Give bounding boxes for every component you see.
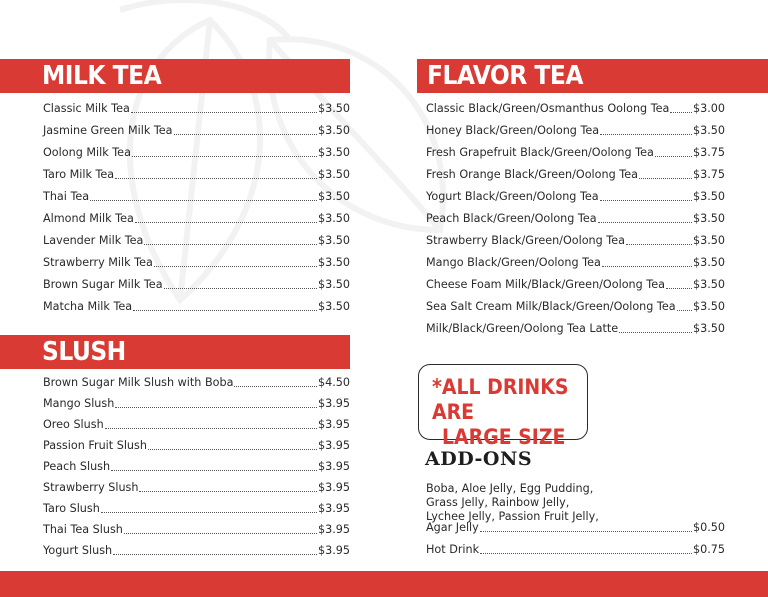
menu-item bbox=[43, 274, 350, 296]
item-name: Sea Salt Cream Milk/Black/Green/Oolong Tea bbox=[426, 300, 676, 313]
menu-item bbox=[43, 230, 350, 252]
menu-item bbox=[43, 498, 350, 519]
menu-item bbox=[426, 98, 725, 120]
item-name: Yogurt Black/Green/Oolong Tea bbox=[426, 190, 599, 203]
item-name: Matcha Milk Tea bbox=[43, 300, 133, 313]
dot-leader bbox=[655, 142, 692, 157]
item-price: $3.50 bbox=[692, 322, 725, 335]
item-name: Oolong Milk Tea bbox=[43, 146, 131, 159]
item-price: $3.50 bbox=[317, 300, 350, 313]
item-name: Thai Tea Slush bbox=[43, 523, 123, 536]
item-price: $3.95 bbox=[317, 460, 350, 473]
dot-leader bbox=[90, 186, 317, 201]
item-name: Almond Milk Tea bbox=[43, 212, 134, 225]
item-price: $3.50 bbox=[317, 190, 350, 203]
item-name: Brown Sugar Milk Slush with Boba bbox=[43, 376, 234, 389]
dot-leader bbox=[133, 296, 317, 311]
addons-desc-line-1: Boba, Aloe Jelly, Egg Pudding, bbox=[426, 482, 594, 495]
dot-leader bbox=[148, 435, 317, 450]
large-size-notice bbox=[418, 364, 588, 449]
menu-item bbox=[426, 142, 725, 164]
item-price: $3.00 bbox=[692, 102, 725, 115]
item-name: Taro Milk Tea bbox=[43, 168, 115, 181]
dot-leader bbox=[626, 230, 692, 245]
addons-desc-line-3: Lychee Jelly, Passion Fruit Jelly, bbox=[426, 510, 599, 523]
item-price: $3.95 bbox=[317, 481, 350, 494]
item-name: Taro Slush bbox=[43, 502, 100, 515]
menu-item bbox=[426, 274, 725, 296]
slush-list bbox=[43, 372, 350, 561]
menu-item bbox=[43, 208, 350, 230]
addons-desc-line-2: Grass Jelly, Rainbow Jelly, bbox=[426, 496, 570, 509]
menu-item bbox=[426, 186, 725, 208]
item-name: Jasmine Green Milk Tea bbox=[43, 124, 173, 137]
dot-leader bbox=[111, 456, 317, 471]
dot-leader bbox=[101, 498, 317, 513]
item-price: $3.50 bbox=[317, 278, 350, 291]
item-price: $3.95 bbox=[317, 397, 350, 410]
dot-leader bbox=[174, 120, 317, 135]
addon-name: Agar Jelly bbox=[426, 521, 479, 534]
item-name: Honey Black/Green/Oolong Tea bbox=[426, 124, 600, 137]
item-price: $3.50 bbox=[692, 278, 725, 291]
item-name: Cheese Foam Milk/Black/Green/Oolong Tea bbox=[426, 278, 665, 291]
item-name: Oreo Slush bbox=[43, 418, 104, 431]
menu-item bbox=[426, 208, 725, 230]
menu-item bbox=[43, 164, 350, 186]
milk-tea-list bbox=[43, 98, 350, 318]
item-name: Thai Tea bbox=[43, 190, 90, 203]
notice-line-1: *ALL DRINKS ARE bbox=[432, 375, 569, 424]
item-name: Peach Slush bbox=[43, 460, 111, 473]
item-price: $3.50 bbox=[692, 190, 725, 203]
flavor-tea-list bbox=[426, 98, 725, 340]
dot-leader bbox=[115, 164, 317, 179]
menu-item bbox=[43, 414, 350, 435]
menu-item bbox=[426, 318, 725, 340]
item-price: $3.95 bbox=[317, 418, 350, 431]
item-price: $3.50 bbox=[317, 124, 350, 137]
item-price: $3.95 bbox=[317, 544, 350, 557]
item-price: $3.50 bbox=[317, 256, 350, 269]
dot-leader bbox=[113, 540, 317, 555]
item-price: $3.50 bbox=[317, 102, 350, 115]
dot-leader bbox=[602, 252, 692, 267]
dot-leader bbox=[480, 517, 692, 532]
menu-item bbox=[43, 98, 350, 120]
dot-leader bbox=[670, 98, 692, 113]
menu-item bbox=[426, 164, 725, 186]
dot-leader bbox=[131, 98, 317, 113]
footer-bar bbox=[0, 571, 768, 597]
menu-item bbox=[43, 540, 350, 561]
item-price: $3.50 bbox=[317, 212, 350, 225]
addons-title: ADD-ONS bbox=[425, 448, 533, 470]
menu-item bbox=[426, 296, 725, 318]
dot-leader bbox=[600, 186, 692, 201]
dot-leader bbox=[135, 208, 317, 223]
item-name: Strawberry Slush bbox=[43, 481, 139, 494]
menu-item bbox=[43, 456, 350, 477]
item-price: $3.95 bbox=[317, 502, 350, 515]
item-price: $3.50 bbox=[692, 212, 725, 225]
menu-item bbox=[43, 477, 350, 498]
addon-row-agar bbox=[426, 517, 725, 539]
item-name: Brown Sugar Milk Tea bbox=[43, 278, 163, 291]
addon-row-hot-drink bbox=[426, 539, 725, 561]
dot-leader bbox=[666, 274, 692, 289]
menu-item bbox=[43, 519, 350, 540]
dot-leader bbox=[132, 142, 317, 157]
item-name: Classic Milk Tea bbox=[43, 102, 130, 115]
menu-item bbox=[43, 186, 350, 208]
item-price: $3.50 bbox=[692, 234, 725, 247]
menu-item bbox=[426, 120, 725, 142]
dot-leader bbox=[115, 393, 317, 408]
flavor-tea-banner: FLAVOR TEA bbox=[417, 59, 768, 93]
menu-item bbox=[43, 142, 350, 164]
dot-leader bbox=[154, 252, 317, 267]
item-name: Yogurt Slush bbox=[43, 544, 113, 557]
item-price: $4.50 bbox=[317, 376, 350, 389]
dot-leader bbox=[639, 164, 692, 179]
item-price: $3.50 bbox=[692, 256, 725, 269]
dot-leader bbox=[598, 208, 692, 223]
dot-leader bbox=[164, 274, 317, 289]
item-name: Passion Fruit Slush bbox=[43, 439, 147, 452]
item-name: Milk/Black/Green/Oolong Tea Latte bbox=[426, 322, 619, 335]
notice-line-2: LARGE SIZE bbox=[442, 425, 566, 449]
dot-leader bbox=[105, 414, 317, 429]
dot-leader bbox=[677, 296, 692, 311]
item-name: Fresh Grapefruit Black/Green/Oolong Tea bbox=[426, 146, 654, 159]
item-name: Peach Black/Green/Oolong Tea bbox=[426, 212, 597, 225]
item-name: Lavender Milk Tea bbox=[43, 234, 144, 247]
item-price: $3.50 bbox=[317, 146, 350, 159]
menu-item bbox=[43, 120, 350, 142]
item-price: $3.95 bbox=[317, 439, 350, 452]
milk-tea-banner: MILK TEA bbox=[0, 59, 350, 93]
dot-leader bbox=[124, 519, 317, 534]
dot-leader bbox=[600, 120, 692, 135]
item-price: $3.95 bbox=[317, 523, 350, 536]
menu-item bbox=[43, 435, 350, 456]
dot-leader bbox=[619, 318, 692, 333]
item-price: $3.75 bbox=[692, 168, 725, 181]
dot-leader bbox=[480, 539, 692, 554]
addon-name: Hot Drink bbox=[426, 543, 480, 556]
addon-price: $0.50 bbox=[692, 521, 725, 534]
item-name: Strawberry Milk Tea bbox=[43, 256, 153, 269]
menu-item bbox=[43, 296, 350, 318]
item-price: $3.50 bbox=[317, 168, 350, 181]
item-name: Mango Slush bbox=[43, 397, 115, 410]
addon-price: $0.75 bbox=[692, 543, 725, 556]
menu-item bbox=[43, 393, 350, 414]
item-price: $3.50 bbox=[692, 124, 725, 137]
item-name: Classic Black/Green/Osmanthus Oolong Tea bbox=[426, 102, 670, 115]
dot-leader bbox=[234, 372, 317, 387]
item-name: Mango Black/Green/Oolong Tea bbox=[426, 256, 601, 269]
menu-item bbox=[43, 252, 350, 274]
slush-banner: SLUSH bbox=[0, 335, 350, 369]
item-price: $3.50 bbox=[317, 234, 350, 247]
menu-item bbox=[426, 230, 725, 252]
menu-item bbox=[426, 252, 725, 274]
item-price: $3.75 bbox=[692, 146, 725, 159]
menu-item bbox=[43, 372, 350, 393]
item-name: Fresh Orange Black/Green/Oolong Tea bbox=[426, 168, 638, 181]
item-name: Strawberry Black/Green/Oolong Tea bbox=[426, 234, 625, 247]
item-price: $3.50 bbox=[692, 300, 725, 313]
dot-leader bbox=[139, 477, 316, 492]
dot-leader bbox=[144, 230, 317, 245]
